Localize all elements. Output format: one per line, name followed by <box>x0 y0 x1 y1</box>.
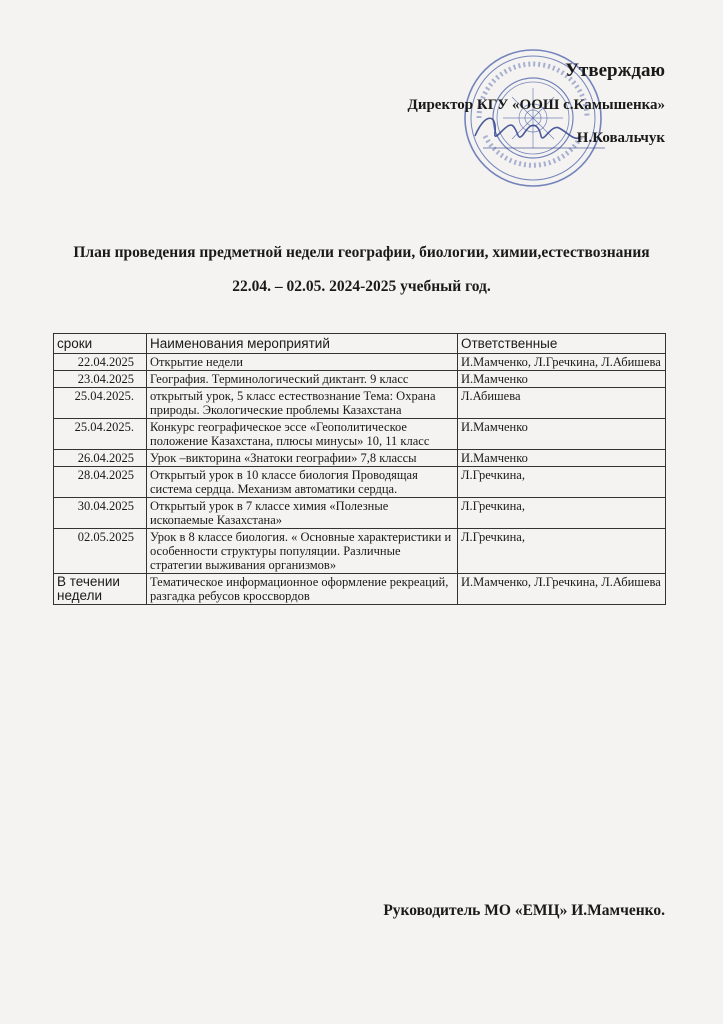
approval-title: Утверждаю <box>565 60 665 81</box>
header-events: Наименования мероприятий <box>147 334 458 354</box>
document-title: План проведения предметной недели географии, биологии, химии,естествознания <box>73 244 650 261</box>
table-row <box>54 388 666 419</box>
approval-director: Директор КГУ «ООШ с.Камышенка» <box>407 97 665 113</box>
row-responsible: И.Мамченко, Л.Гречкина, Л.Абишева <box>458 354 666 371</box>
table-row <box>54 529 666 574</box>
row-date: 25.04.2025. <box>54 419 147 450</box>
row-responsible: Л.Гречкина, <box>458 498 666 529</box>
plan-table <box>53 333 666 605</box>
row-event: Открытие недели <box>147 354 458 371</box>
table-row <box>54 467 666 498</box>
row-responsible: И.Мамченко, Л.Гречкина, Л.Абишева <box>458 574 666 605</box>
row-date: 30.04.2025 <box>54 498 147 529</box>
signature <box>475 118 579 138</box>
approval-name: Н.Ковальчук <box>576 130 665 146</box>
table-row <box>54 574 666 605</box>
row-event: открытый урок, 5 класс естествознание Тема: Охрана природы. Экологические проблемы Казахстана <box>147 388 458 419</box>
row-responsible: Л.Абишева <box>458 388 666 419</box>
row-date: 25.04.2025. <box>54 388 147 419</box>
row-date: В течении недели <box>54 574 147 605</box>
table-row <box>54 450 666 467</box>
row-date: 22.04.2025 <box>54 354 147 371</box>
header-dates: сроки <box>54 334 147 354</box>
header-responsible: Ответственные <box>458 334 666 354</box>
row-event: Урок –викторина «Знатоки географии» 7,8 классы <box>147 450 458 467</box>
row-event: Открытый урок в 10 классе биология Проводящая система сердца. Механизм автоматики сердца. <box>147 467 458 498</box>
row-responsible: Л.Гречкина, <box>458 529 666 574</box>
row-responsible: И.Мамченко <box>458 371 666 388</box>
row-date: 23.04.2025 <box>54 371 147 388</box>
row-event: География. Терминологический диктант. 9 класс <box>147 371 458 388</box>
document-period: 22.04. – 02.05. 2024-2025 учебный год. <box>232 278 491 295</box>
table-row <box>54 371 666 388</box>
row-event: Урок в 8 классе биология. « Основные характеристики и особенности структуры популяции. Различные стратегии выживания организмов» <box>147 529 458 574</box>
table-row <box>54 354 666 371</box>
row-date: 28.04.2025 <box>54 467 147 498</box>
row-date: 02.05.2025 <box>54 529 147 574</box>
table-row <box>54 498 666 529</box>
table-row <box>54 419 666 450</box>
table-header-row <box>54 334 666 354</box>
signature-footer: Руководитель МО «ЕМЦ» И.Мамченко. <box>383 902 665 919</box>
row-responsible: Л.Гречкина, <box>458 467 666 498</box>
row-event: Открытый урок в 7 классе химия «Полезные ископаемые Казахстана» <box>147 498 458 529</box>
row-responsible: И.Мамченко <box>458 450 666 467</box>
row-date: 26.04.2025 <box>54 450 147 467</box>
row-event: Тематическое информационное оформление рекреаций, разгадка ребусов кроссвордов <box>147 574 458 605</box>
row-responsible: И.Мамченко <box>458 419 666 450</box>
row-event: Конкурс географическое эссе «Геополитическое положение Казахстана, плюсы минусы» 10, 11 класс <box>147 419 458 450</box>
